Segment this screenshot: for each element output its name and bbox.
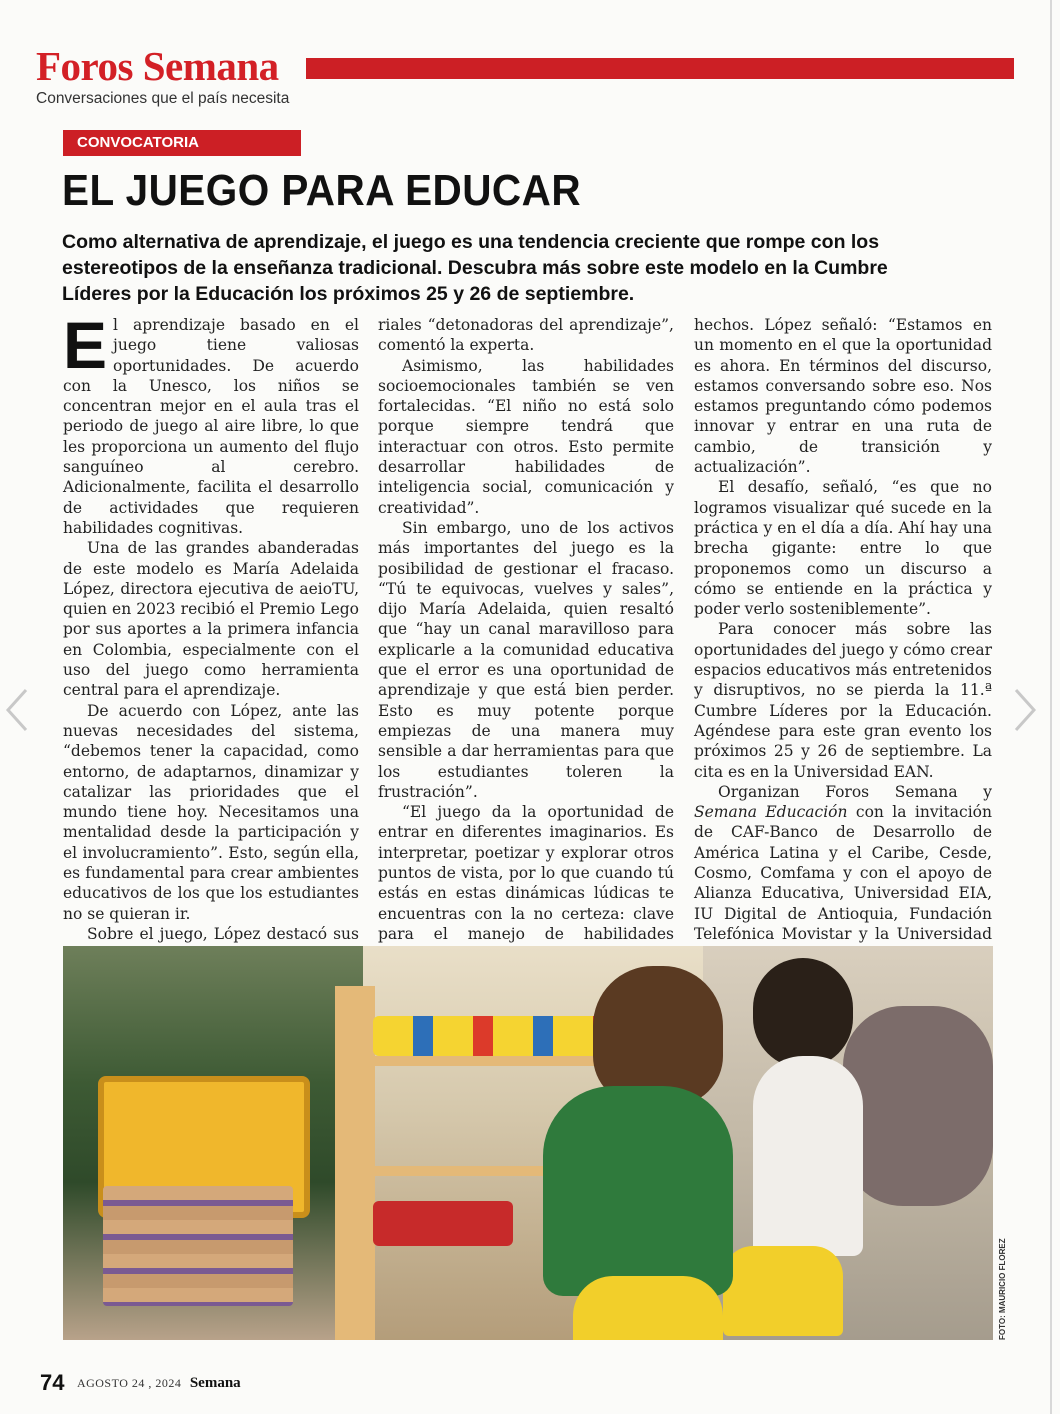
brand-tagline: Conversaciones que el país necesita	[36, 90, 290, 107]
yellow-stool	[573, 1276, 723, 1340]
article-headline: EL JUEGO PARA EDUCAR	[62, 166, 582, 215]
page-edge	[1050, 0, 1052, 1414]
paragraph: Sin embargo, uno de los activos más importantes del juego es la posibilidad de gestionar el fracaso. “Tú te equivocas, vuelves y sales”, dijo María Adelaida, quien resaltó que “hay un canal maravilloso para explicarle a la comunidad educativa que el error es una oportunidad de aprendizaje y que está bien perder. Esto es muy potente porque empiezas de una manera muy sensible a dar herramientas para que los estudiantes toleren la frustración”.	[378, 518, 674, 801]
wooden-shelf	[363, 1056, 623, 1066]
brand-block	[36, 44, 289, 108]
section-label: CONVOCATORIA	[63, 130, 301, 156]
photo-credit: FOTO: MAURICIO FLOREZ	[998, 1238, 1007, 1340]
article-column-3	[694, 315, 992, 985]
girl-body	[753, 1056, 863, 1256]
issue-date: AGOSTO 24 , 2024	[76, 1375, 182, 1390]
drop-cap: E	[63, 308, 108, 382]
paragraph: El desafío, señaló, “es que no logramos visualizar qué sucede en la práctica y en el día a día. Ahí hay una brecha gigante: entre lo que proponemos como un discurso a cómo se entiende en la práctica y poder verlo sosteniblemente”.	[694, 478, 992, 619]
chevron-left-icon[interactable]	[4, 688, 30, 732]
paragraph: “El juego da la oportunidad de entrar en diferentes imaginarios. Es interpretar, poetizar y explorar otros puntos de vista, por lo que cuando tú estás en estas dinámicas lúdicas te encuentras con la no certeza: clave para el manejo de habilidades	[378, 803, 674, 943]
article-column-1	[63, 308, 359, 1046]
article-deck: Como alternativa de aprendizaje, el juego es una tendencia creciente que rompe con los estereotipos de la enseñanza tradicional. Descubra más sobre este modelo en la Cumbre Líderes por la Educación los próximos 25 y 26 de septiembre.	[62, 231, 888, 305]
page-number: 74	[40, 1370, 65, 1395]
article-photo	[63, 946, 993, 1340]
paragraph: hechos. López señaló: “Estamos en un momento en el que la oportunidad es ahora. En términos del discurso, estamos conversando sobre eso. Nos estamos preguntando cómo podemos innovar y entrar en una ruta de cambio, de transición y actualización”.	[694, 316, 992, 477]
paragraph: De acuerdo con López, ante las nuevas necesidades del sistema, “debemos tener la capacidad, como entorno, de adaptarnos, dinamizar y catalizar las prioridades que el mundo tiene hoy. Necesitamos una mentalidad desde la participación y el involucramiento”. Esto, según ella, es fundamental para crear ambientes educativos de los que los estudiantes no se quieran ir.	[63, 701, 359, 923]
egg-carton-stack	[103, 1186, 293, 1306]
magazine-name: Semana	[189, 1374, 241, 1391]
toy-bins	[373, 1016, 603, 1056]
brand-logo: Foros Semana	[36, 43, 279, 89]
toy-truck	[373, 1201, 513, 1246]
paragraph-text: con la invitación de CAF-Banco de Desarrollo de América Latina y el Caribe, Cesde, Cosmo, Comfama y con el apoyo de Alianza Educativa, Universidad EIA, IU Digital de Antioquia, Fundación Telefónica Movistar y la Universidad	[694, 803, 992, 943]
paragraph: Una de las grandes abanderadas de este modelo es María Adelaida López, directora ejecutiva de aeioTU, quien en 2023 recibió el Premio Lego por sus aportes a la primera infancia en Colombia, especialmente con el uso del juego como herramienta central para el aprendizaje.	[63, 539, 359, 700]
paragraph-text: l aprendizaje basado en el juego tiene valiosas oportunidades. De acuerdo con la Unesco, los niños se concentran mejor en el aula tras el periodo de juego al aire libre, lo que les proporciona un aumento del flujo sanguíneo al cerebro. Adicionalmente, facilita el desarrollo de actividades que requieren habilidades cognitivas.	[63, 316, 359, 537]
chevron-right-icon[interactable]	[1012, 688, 1038, 732]
paragraph: Asimismo, las habilidades socioemocionales también se ven fortalecidas. “El niño no está solo porque siempre tendrá que interactuar con otros. Esto permite desarrollar habilidades de inteligencia social, comunicación y creatividad”.	[378, 356, 674, 517]
paragraph: Sobre el juego, López destacó sus	[87, 924, 359, 943]
header-rule	[306, 58, 1014, 79]
girl-head	[753, 958, 853, 1068]
teddy-bear	[843, 1006, 993, 1206]
boy-head	[593, 966, 723, 1106]
wooden-shelf	[335, 986, 375, 1340]
paragraph: riales “detonadoras del aprendizaje”, comentó la experta.	[378, 316, 674, 355]
page-footer	[40, 1370, 241, 1396]
yellow-stool	[723, 1246, 843, 1336]
magazine-name: Semana Educación	[694, 803, 848, 822]
paragraph-text: Organizan Foros Semana y	[718, 782, 992, 801]
boy-body	[543, 1086, 733, 1296]
paragraph	[63, 308, 359, 538]
paragraph: Para conocer más sobre las oportunidades del juego y cómo crear espacios educativos más entretenidos y disruptivos, no se pierda la 11.ª Cumbre Líderes por la Educación. Agéndese para este gran evento los próximos 25 y 26 de septiembre. La cita es en la Universidad EAN.	[694, 620, 992, 781]
